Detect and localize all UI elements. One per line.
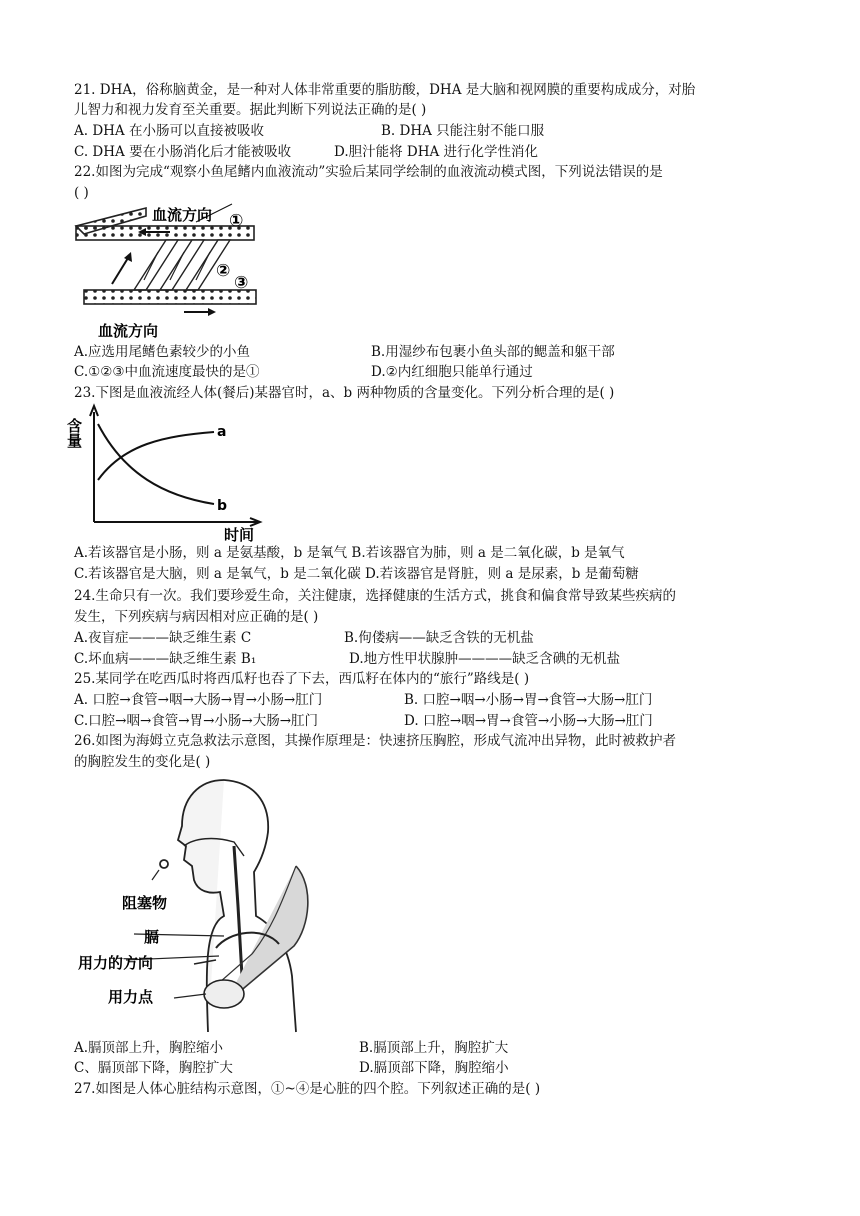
q23-stem: 23.下图是血液流经人体(餐后)某器官时，a、b 两种物质的含量变化。下列分析合理的是( ) — [74, 385, 615, 401]
q22-stem-line2: ( ) — [74, 185, 89, 201]
q24-option-b: B.佝偻病——缺乏含铁的无机盐 — [344, 630, 534, 646]
heimlich-diagram — [74, 776, 334, 1032]
q24-option-c: C.坏血病———缺乏维生素 B₁ — [74, 651, 257, 667]
q21-stem-line2: 儿智力和视力发育至关重要。据此判断下列说法正确的是( ) — [74, 102, 427, 118]
flow-direction-label-top: 血流方向 — [152, 206, 213, 224]
trachea — [234, 846, 242, 976]
q21-option-a: A. DHA 在小肠可以直接被吸收 — [74, 123, 264, 139]
label-diaphragm: 膈 — [144, 928, 160, 946]
q22-option-d: D.②内红细胞只能单行通过 — [371, 364, 533, 380]
x-axis-label: 时间 — [224, 526, 255, 544]
q26-option-c: C、膈顶部下降，胸腔扩大 — [74, 1060, 233, 1076]
q23-options-cd: C.若该器官是大脑，则 a 是氧气，b 是二氧化碳 D.若该器官是肾脏，则 a 是尿素，b 是葡萄糖 — [74, 566, 639, 582]
q26-option-a: A.膈顶部上升，胸腔缩小 — [74, 1040, 224, 1056]
q24-stem-line2: 发生，下列疾病与病因相对应正确的是( ) — [74, 609, 319, 625]
label-2: ② — [216, 261, 231, 281]
series-b-line — [98, 424, 214, 504]
flow-direction-label-bottom: 血流方向 — [98, 322, 159, 340]
label-obstruction: 阻塞物 — [122, 894, 168, 912]
q26-option-b: B.膈顶部上升，胸腔扩大 — [359, 1040, 509, 1056]
label-1: ① — [229, 211, 244, 231]
q24-option-d: D.地方性甲状腺肿————缺乏含碘的无机盐 — [349, 651, 621, 667]
vessel-3 — [84, 290, 256, 304]
q23-options-ab: A.若该器官是小肠，则 a 是氨基酸，b 是氧气 B.若该器官为肺，则 a 是二氧化碳，b 是氧气 — [74, 545, 625, 561]
series-a-line — [98, 432, 214, 480]
y-axis-label: 含量 — [65, 418, 83, 448]
q25-option-d: D. 口腔→咽→胃→食管→小肠→大肠→肛门 — [404, 713, 653, 729]
q25-option-a: A. 口腔→食管→咽→大肠→胃→小肠→肛门 — [74, 692, 323, 708]
label-3: ③ — [234, 273, 249, 293]
q26-stem-line2: 的胸腔发生的变化是( ) — [74, 754, 211, 770]
q26-stem-line1: 26.如图为海姆立克急救法示意图，其操作原理是：快速挤压胸腔，形成气流冲出异物，此时被救护者 — [74, 733, 676, 749]
q21-stem-line1: 21. DHA，俗称脑黄金，是一种对人体非常重要的脂肪酸，DHA 是大脑和视网膜的重要构成成分，对胎 — [74, 82, 696, 98]
q21-option-c: C. DHA 要在小肠消化后才能被吸收 — [74, 144, 292, 160]
content-change-chart — [65, 404, 274, 544]
q21-option-b: B. DHA 只能注射不能口服 — [381, 123, 545, 139]
q21-option-d: D.胆汁能将 DHA 进行化学性消化 — [334, 144, 539, 160]
blood-flow-diagram — [74, 204, 274, 344]
q26-option-d: D.膈顶部下降，胸腔缩小 — [359, 1060, 509, 1076]
rescuer-fist — [204, 980, 244, 1008]
q22-option-c: C.①②③中血流速度最快的是① — [74, 364, 260, 380]
label-force-direction: 用力的方向 — [78, 954, 154, 972]
q22-option-b: B.用湿纱布包裹小鱼头部的鳃盖和躯干部 — [371, 344, 615, 360]
q25-stem: 25.某同学在吃西瓜时将西瓜籽也吞了下去，西瓜籽在体内的“旅行”路线是( ) — [74, 671, 530, 687]
series-a-label: a — [217, 424, 227, 440]
q24-stem-line1: 24.生命只有一次。我们要珍爱生命，关注健康，选择健康的生活方式，挑食和偏食常导致某些疾病的 — [74, 588, 676, 604]
q22-stem-line1: 22.如图为完成“观察小鱼尾鳍内血液流动”实验后某同学绘制的血液流动模式图，下列说法错误的是 — [74, 164, 663, 180]
label-force-point: 用力点 — [108, 988, 154, 1006]
q27-stem: 27.如图是人体心脏结构示意图，①~④是心脏的四个腔。下列叙述正确的是( ) — [74, 1081, 541, 1097]
series-b-label: b — [217, 498, 228, 514]
q25-option-c: C.口腔→咽→食管→胃→小肠→大肠→肛门 — [74, 713, 319, 729]
q25-option-b: B. 口腔→咽→小肠→胃→食管→大肠→肛门 — [404, 692, 653, 708]
q22-option-a: A.应选用尾鳍色素较少的小鱼 — [74, 344, 251, 360]
q24-option-a: A.夜盲症———缺乏维生素 C — [74, 630, 252, 646]
obstruction — [160, 860, 168, 868]
